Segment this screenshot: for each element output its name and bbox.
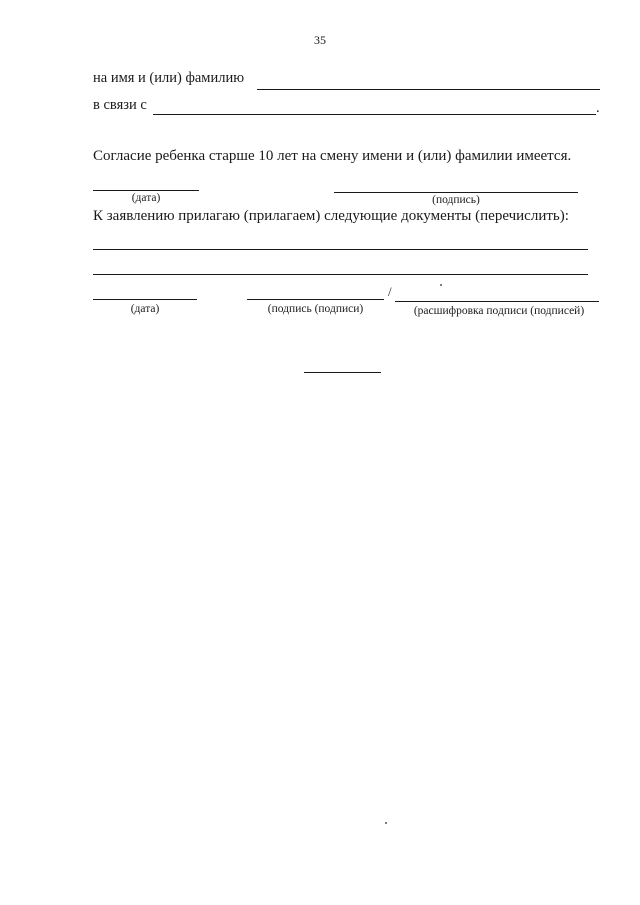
- consent-date-line[interactable]: [93, 190, 199, 191]
- consent-date-caption: (дата): [131, 192, 161, 204]
- child-consent-text: Согласие ребенка старше 10 лет на смену имени и (или) фамилии имеется.: [93, 148, 572, 164]
- consent-signature-caption: (подпись): [432, 194, 480, 206]
- attachments-line-2[interactable]: [93, 274, 588, 275]
- attachments-line-1[interactable]: [93, 249, 588, 250]
- signature-separator: /: [388, 284, 392, 299]
- reason-end-punct: .: [596, 100, 600, 116]
- attachments-text: К заявлению прилагаю (прилагаем) следующие документы (перечислить):: [93, 208, 569, 224]
- reason-field-line[interactable]: [153, 114, 596, 115]
- final-signature-caption: (подпись (подписи): [267, 303, 364, 315]
- consent-signature-line[interactable]: [334, 192, 578, 193]
- final-signature-line[interactable]: [247, 299, 384, 300]
- final-date-caption: (дата): [130, 303, 160, 315]
- scan-speck: [440, 284, 442, 286]
- name-change-field-line[interactable]: [257, 89, 600, 90]
- scan-speck-bottom: [385, 822, 387, 824]
- final-decode-line[interactable]: [395, 301, 599, 302]
- end-rule: [304, 372, 381, 373]
- reason-label: в связи с: [93, 97, 147, 113]
- page-number: 35: [314, 33, 326, 47]
- final-decode-caption: (расшифровка подписи (подписей): [413, 305, 585, 317]
- name-change-label: на имя и (или) фамилию: [93, 70, 245, 86]
- final-date-line[interactable]: [93, 299, 197, 300]
